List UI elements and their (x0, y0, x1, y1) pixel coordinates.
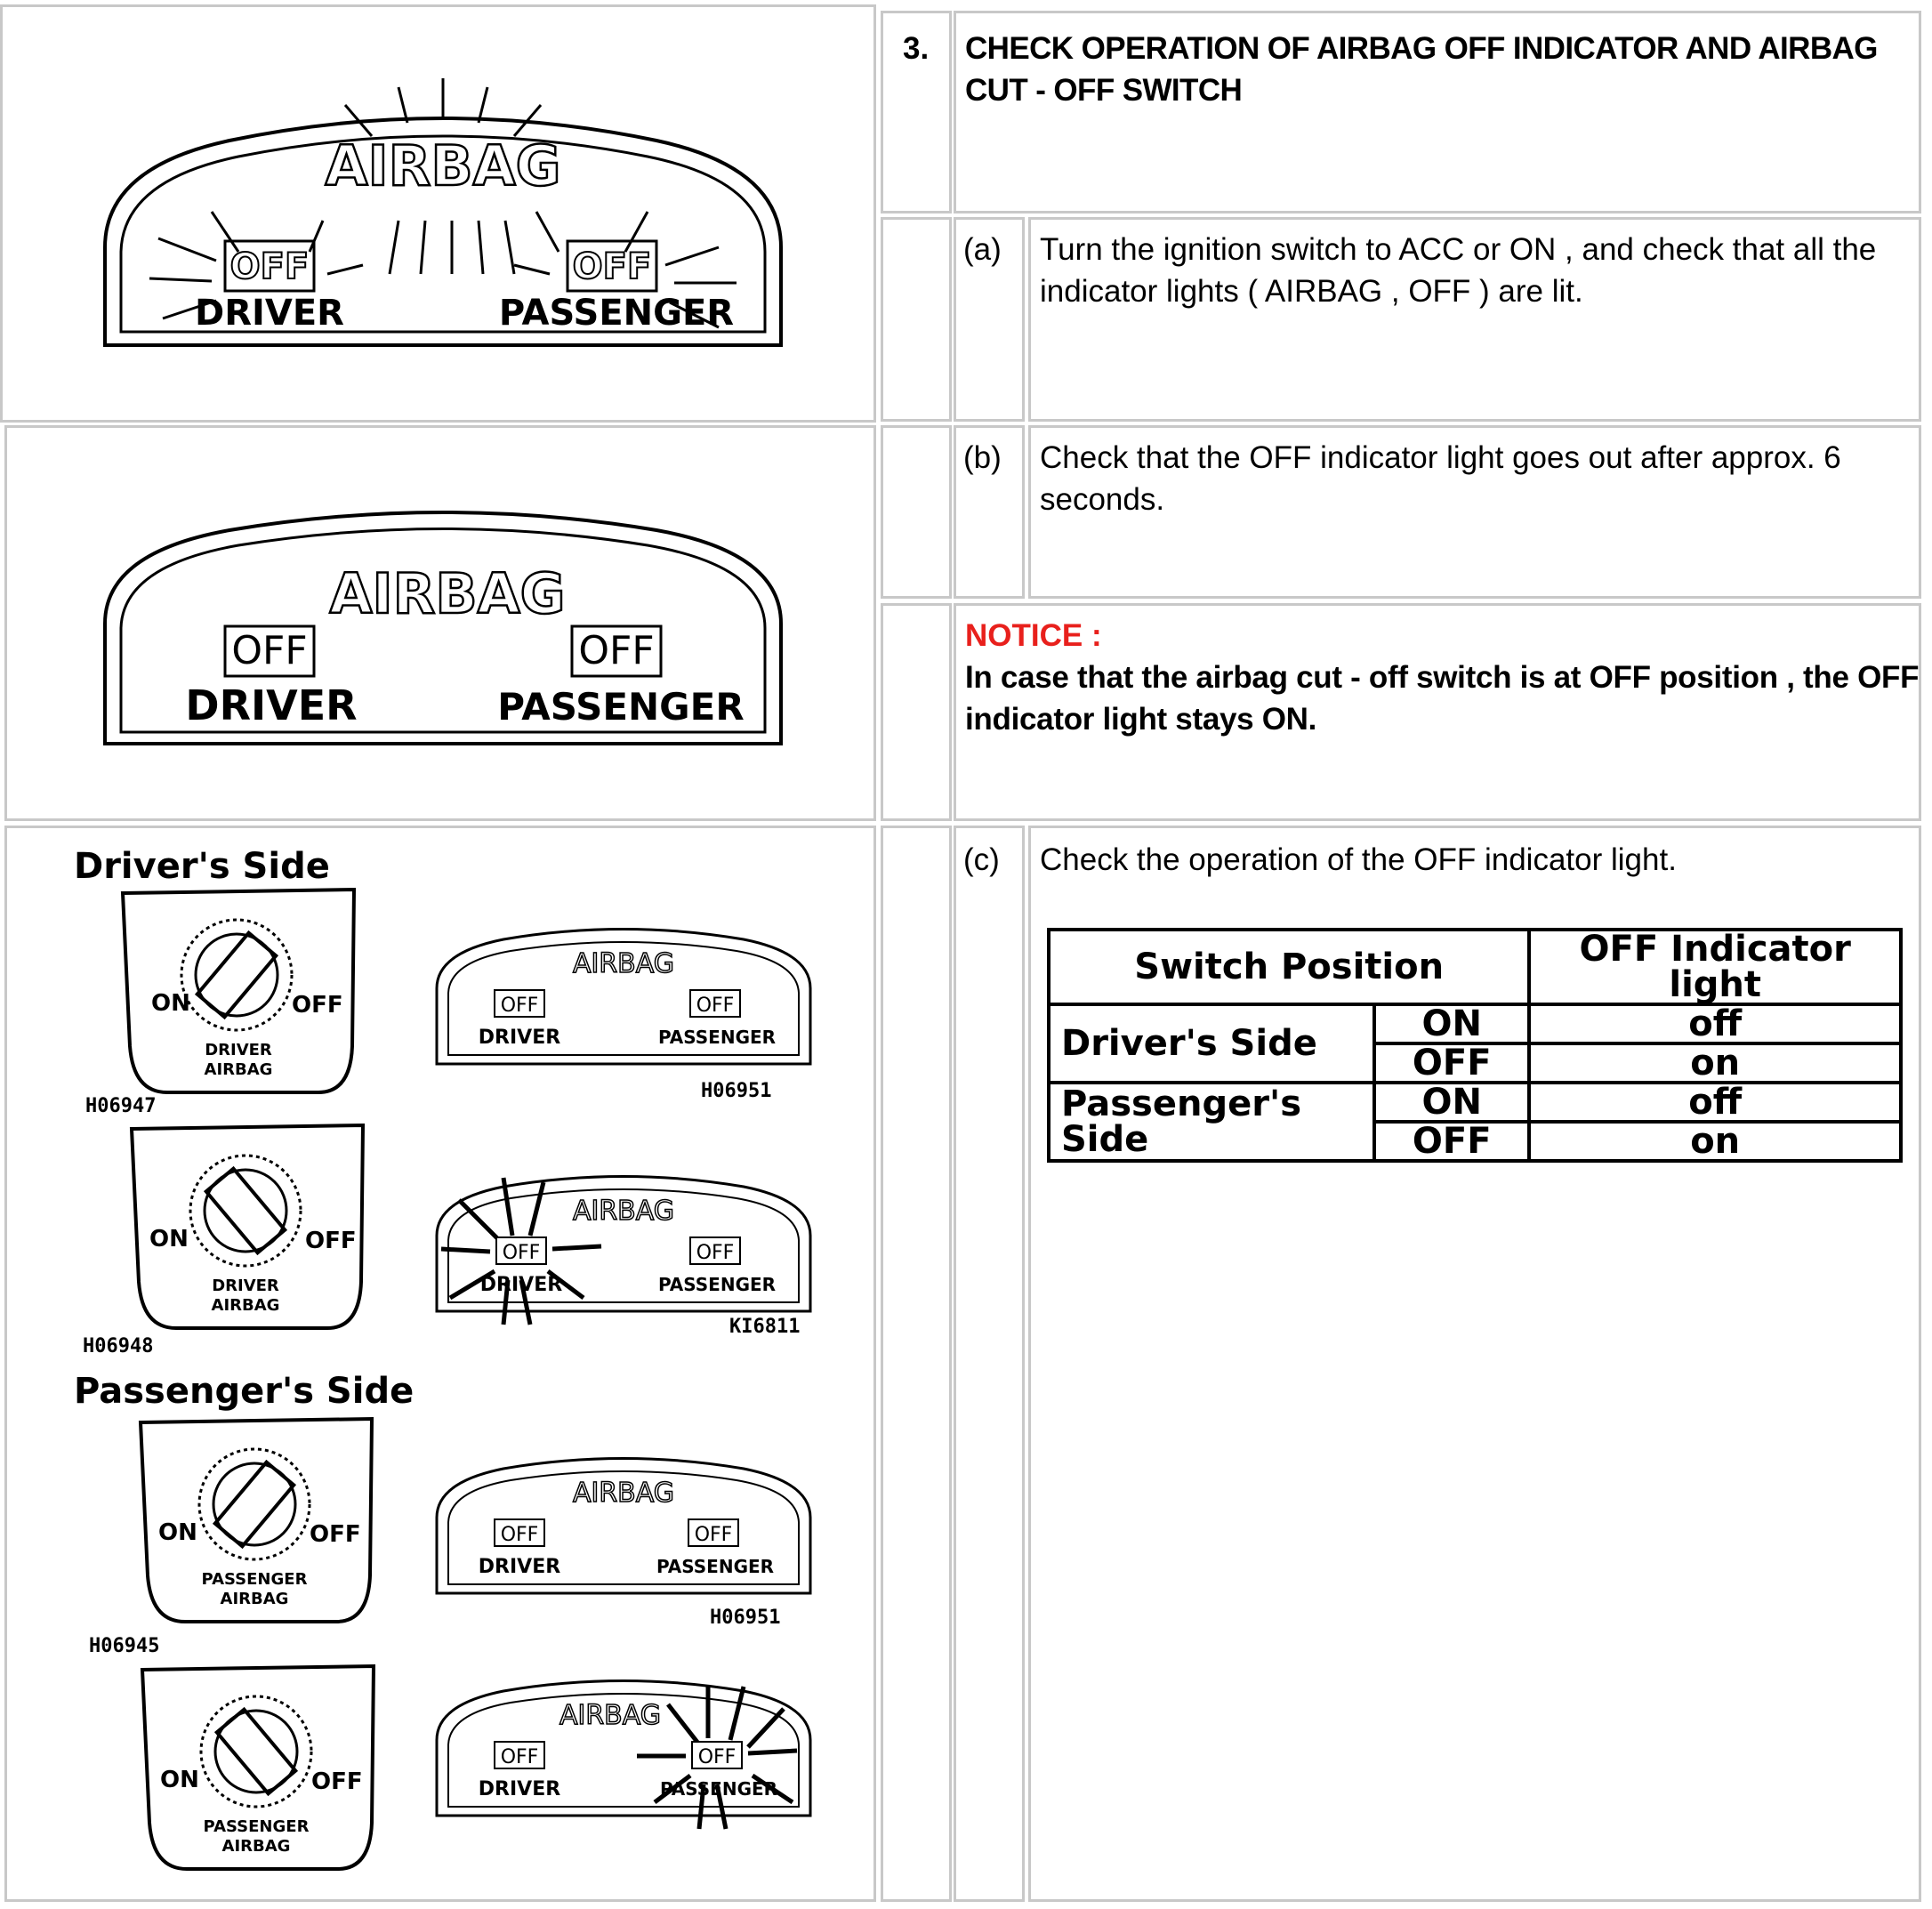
switch-caption-1: DRIVER (212, 1277, 279, 1295)
row-side-label: Driver's Side (1049, 1004, 1374, 1083)
blank-cell (881, 826, 952, 1902)
blank-cell (881, 603, 952, 821)
figure-cell-indicators-out (4, 425, 876, 821)
row-light: on (1529, 1043, 1901, 1083)
panel-off-passenger-text: OFF (696, 995, 735, 1017)
panel-off-driver-text: OFF (231, 628, 308, 673)
table-header-row (1049, 930, 1901, 1004)
switch-on-label: ON (158, 1519, 197, 1546)
panel-passenger-text: PASSENGER (657, 1027, 777, 1048)
panel-airbag-text: AIRBAG (572, 1478, 675, 1509)
header-switch-position: Switch Position (1049, 930, 1529, 1004)
row-light: on (1529, 1122, 1901, 1161)
substep-text-cell (1028, 217, 1921, 422)
figure-code: H06945 (89, 1635, 160, 1657)
substep-a-text: Turn the ignition switch to ACC or ON , and check that all the indicator lights ( AIRBAG , OFF ) are lit. (1040, 232, 1877, 309)
panel-passenger-text: PASSENGER (498, 293, 735, 334)
switch-on-label: ON (151, 990, 190, 1017)
substep-c-label: (c) (963, 842, 1000, 877)
table-row (1049, 1083, 1901, 1122)
panel-off-passenger-text: OFF (694, 1524, 733, 1546)
switch-off-label: OFF (311, 1768, 363, 1795)
passengers-side-heading: Passenger's Side (74, 1371, 415, 1412)
step-title-cell (954, 11, 1921, 213)
switch-on-label: ON (160, 1767, 199, 1793)
panel-off-passenger-text: OFF (696, 1242, 735, 1264)
panel-off-driver-text: OFF (500, 1524, 539, 1546)
figure-cell-lit-indicators (0, 4, 876, 423)
switch-position-table (1047, 928, 1903, 1163)
passenger-switch-off (133, 1663, 382, 1876)
row-switch: OFF (1374, 1122, 1529, 1161)
switch-caption-2: AIRBAG (204, 1060, 273, 1079)
figure-cell-switch-operation (4, 826, 876, 1902)
blank-cell (881, 425, 952, 599)
figure-code: H06948 (83, 1335, 154, 1357)
panel-airbag-text: AIRBAG (329, 561, 566, 626)
panel-airbag-text: AIRBAG (559, 1700, 662, 1731)
substep-text-cell (1028, 826, 1921, 1902)
panel-driver-text: DRIVER (479, 1274, 563, 1296)
row-light: off (1529, 1083, 1901, 1122)
table-row (1049, 1004, 1901, 1043)
panel-passenger-text: PASSENGER (659, 1778, 778, 1800)
panel-driver-text: DRIVER (185, 681, 358, 729)
figure-code: H06951 (701, 1080, 772, 1102)
substep-label-cell (954, 217, 1025, 422)
panel-off-passenger-text: OFF (697, 1746, 737, 1768)
panel-off-driver-text: OFF (500, 995, 539, 1017)
figure-code: H06951 (710, 1607, 781, 1629)
step-number: 3. (903, 31, 930, 66)
row-switch: OFF (1374, 1043, 1529, 1083)
step-number-cell (881, 11, 952, 213)
substep-a-label: (a) (963, 232, 1002, 267)
row-switch: ON (1374, 1004, 1529, 1043)
panel-airbag-text: AIRBAG (572, 948, 675, 979)
switch-caption-1: PASSENGER (201, 1570, 308, 1589)
switch-caption-2: AIRBAG (211, 1296, 280, 1315)
row-side-label: Passenger's Side (1049, 1083, 1374, 1161)
substep-label-cell (954, 425, 1025, 599)
switch-off-label: OFF (305, 1228, 357, 1254)
notice-text: In case that the airbag cut - off switch is at OFF position , the OFF indicator light stays ON. (965, 660, 1920, 737)
row-switch: ON (1374, 1083, 1529, 1122)
panel-passenger-text: PASSENGER (497, 685, 745, 729)
driver-panel-off-lit (432, 1164, 815, 1329)
drivers-side-heading: Driver's Side (74, 846, 330, 887)
airbag-panel-all-lit (96, 69, 790, 363)
driver-panel-off-out (432, 917, 815, 1073)
substep-text-cell (1028, 425, 1921, 599)
panel-driver-text: DRIVER (478, 1778, 561, 1800)
header-off-indicator: OFF Indicator light (1529, 930, 1901, 1004)
passenger-panel-off-lit (432, 1669, 824, 1833)
figure-code: H06947 (85, 1095, 157, 1117)
substep-b-text: Check that the OFF indicator light goes out after approx. 6 seconds. (1040, 440, 1841, 517)
driver-switch-off (123, 1122, 372, 1335)
switch-caption-2: AIRBAG (220, 1590, 289, 1608)
step-title: CHECK OPERATION OF AIRBAG OFF INDICATOR AND AIRBAG CUT - OFF SWITCH (965, 31, 1878, 108)
panel-passenger-text: PASSENGER (657, 1274, 777, 1295)
panel-airbag-text: AIRBAG (572, 1196, 675, 1227)
driver-switch-on (114, 886, 363, 1099)
substep-b-label: (b) (963, 440, 1002, 475)
panel-off-passenger-text: OFF (572, 246, 652, 287)
blank-cell (881, 217, 952, 422)
panel-off-driver-text: OFF (229, 246, 310, 287)
substep-c-text: Check the operation of the OFF indicator light. (1040, 842, 1677, 877)
notice-heading: NOTICE : (965, 618, 1102, 653)
passenger-switch-on (132, 1415, 381, 1629)
switch-off-label: OFF (292, 992, 343, 1019)
panel-airbag-text: AIRBAG (325, 133, 561, 198)
panel-off-passenger-text: OFF (578, 628, 655, 673)
panel-driver-text: DRIVER (195, 293, 344, 334)
panel-driver-text: DRIVER (478, 1556, 561, 1578)
figure-code: KI6811 (729, 1316, 801, 1338)
notice-cell (954, 603, 1921, 821)
panel-off-driver-text: OFF (500, 1746, 539, 1768)
panel-driver-text: DRIVER (478, 1027, 561, 1049)
switch-off-label: OFF (310, 1521, 361, 1548)
airbag-panel-airbag-only (96, 481, 790, 757)
panel-passenger-text: PASSENGER (656, 1556, 775, 1577)
switch-caption-1: PASSENGER (203, 1817, 310, 1836)
row-light: off (1529, 1004, 1901, 1043)
switch-caption-2: AIRBAG (221, 1837, 291, 1856)
switch-on-label: ON (149, 1226, 189, 1253)
switch-caption-1: DRIVER (205, 1041, 272, 1059)
substep-label-cell (954, 826, 1025, 1902)
passenger-panel-off-out (432, 1446, 815, 1602)
panel-off-driver-text: OFF (502, 1242, 541, 1264)
